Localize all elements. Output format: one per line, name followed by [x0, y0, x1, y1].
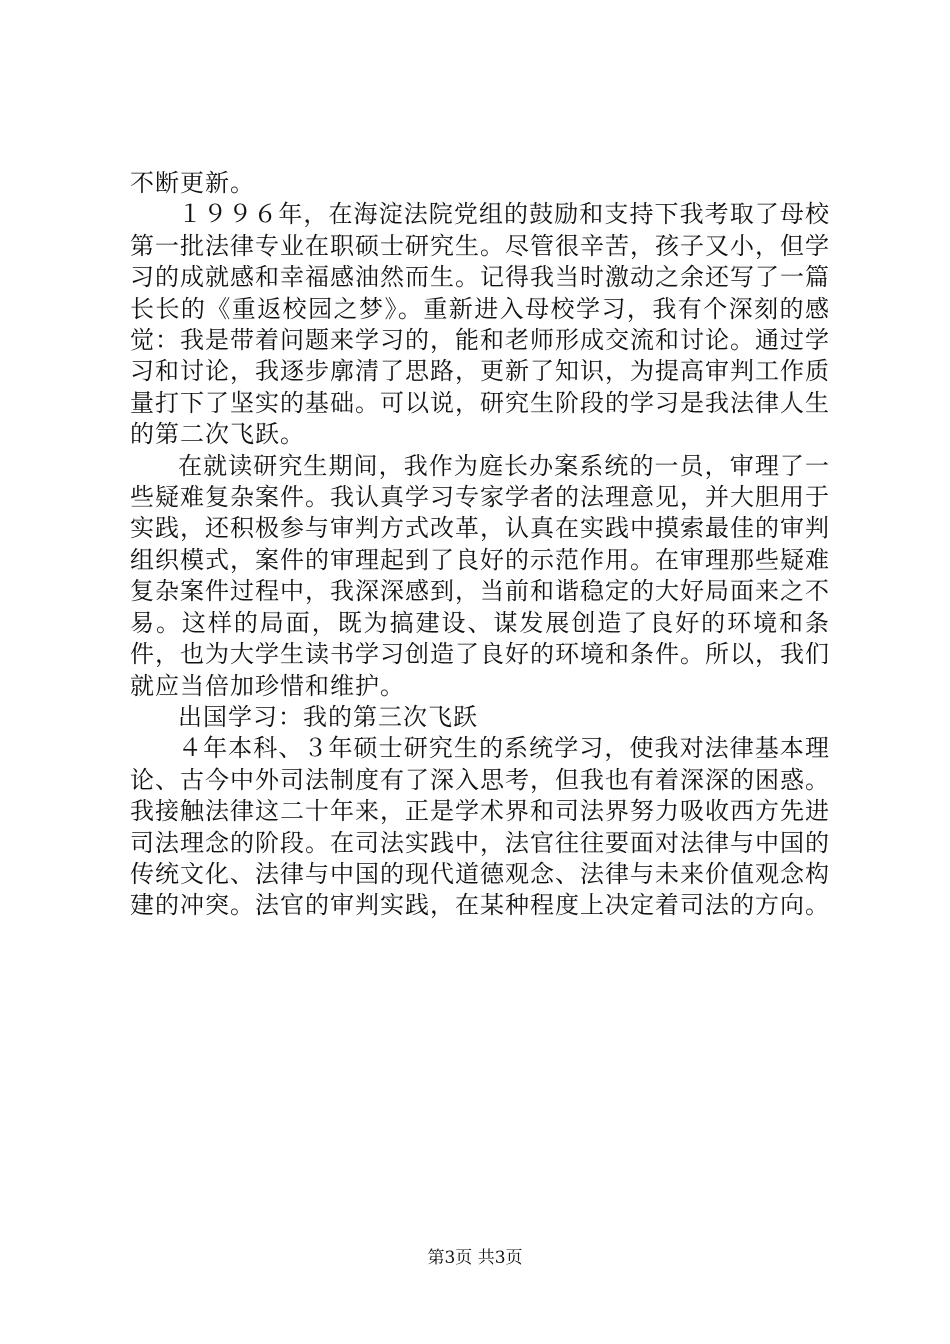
page-number-label: 第3页 共3页: [427, 1248, 523, 1268]
paragraph-graduate-admission: １９９６年，在海淀法院党组的鼓励和支持下我考取了母校第一批法律专业在职硕士研究生。尽管很辛苦，孩子又小，但学习的成就感和幸福感油然而生。记得我当时激动之余还写了一篇长长的《重返校园之梦》。重新进入母校学习，我有个深刻的感觉：我是带着问题来学习的，能和老师形成交流和讨论。通过学习和讨论，我逐步廓清了思路，更新了知识，为提高审判工作质量打下了坚实的基础。可以说，研究生阶段的学习是我法律人生的第二次飞跃。: [130, 200, 830, 449]
section-heading-study-abroad: 出国学习：我的第三次飞跃: [178, 702, 478, 731]
document-body: [130, 168, 830, 922]
paragraph-reflection: ４年本科、３年硕士研究生的系统学习，使我对法律基本理论、古今中外司法制度有了深入思考，但我也有着深深的困惑。我接触法律这二十年来，正是学术界和司法界努力吸收西方先进司法理念的阶段。在司法实践中，法官往往要面对法律与中国的传统文化、法律与中国的现代道德观念、法律与未来价值观念构建的冲突。法官的审判实践，在某种程度上决定着司法的方向。: [130, 734, 830, 920]
paragraph-continuation: 不断更新。: [130, 169, 255, 197]
page-footer: [0, 1243, 950, 1268]
paragraph-graduate-period: 在就读研究生期间，我作为庭长办案系统的一员，审理了一些疑难复杂案件。我认真学习专家学者的法理意见，并大胆用于实践，还积极参与审判方式改革，认真在实践中摸索最佳的审判组织模式，案件的审理起到了良好的示范作用。在审理那些疑难复杂案件过程中，我深深感到，当前和谐稳定的大好局面来之不易。这样的局面，既为搞建设、谋发展创造了良好的环境和条件，也为大学生读书学习创造了良好的环境和条件。所以，我们就应当倍加珍惜和维护。: [130, 451, 830, 700]
